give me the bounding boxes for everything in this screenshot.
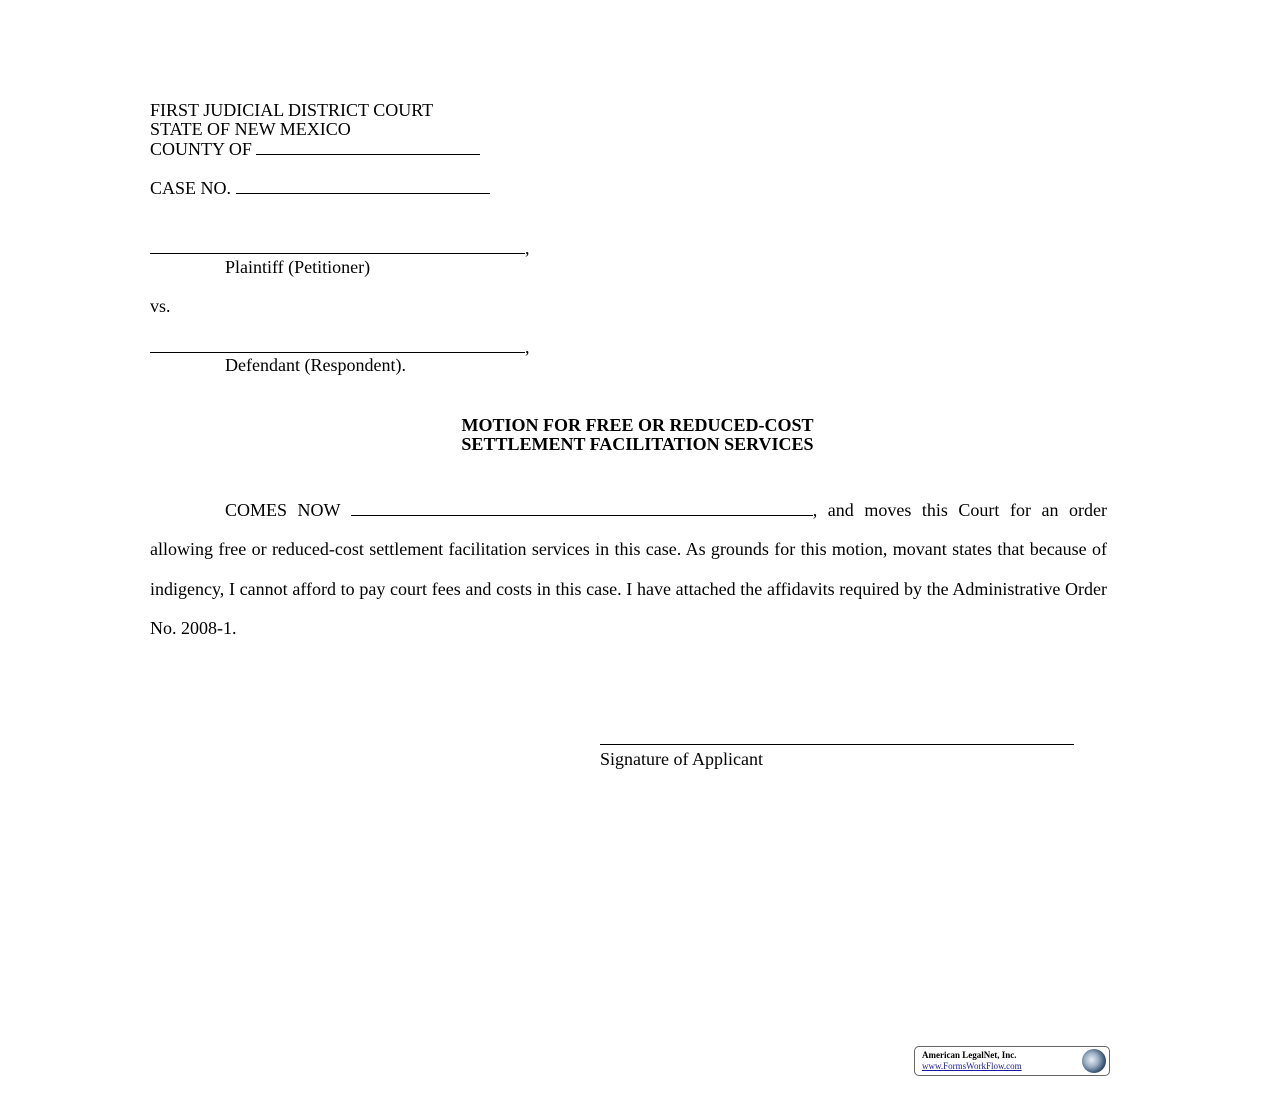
document-title-line1: MOTION FOR FREE OR REDUCED-COST — [461, 415, 814, 435]
case-number-line — [150, 178, 490, 198]
signature-blank[interactable] — [600, 744, 1074, 745]
county-line — [150, 139, 480, 159]
motion-body — [150, 491, 1107, 648]
court-name: FIRST JUDICIAL DISTRICT COURT — [150, 100, 434, 120]
comma: , — [525, 337, 530, 357]
defendant-label: Defendant (Respondent). — [225, 355, 406, 375]
plaintiff-line — [150, 238, 530, 258]
american-legalnet-logo — [914, 1046, 1110, 1076]
globe-icon — [1082, 1049, 1106, 1073]
county-blank[interactable] — [256, 140, 480, 155]
case-number-blank[interactable] — [236, 179, 490, 194]
document-title-line2: SETTLEMENT FACILITATION SERVICES — [461, 434, 814, 454]
case-label: CASE NO. — [150, 178, 232, 198]
defendant-line — [150, 337, 530, 357]
body-lead: COMES NOW — [225, 500, 341, 520]
signature-label: Signature of Applicant — [600, 749, 763, 769]
state-name: STATE OF NEW MEXICO — [150, 119, 351, 139]
county-label: COUNTY OF — [150, 139, 252, 159]
logo-url-link[interactable]: www.FormsWorkFlow.com — [922, 1061, 1022, 1071]
movant-name-blank[interactable] — [351, 501, 813, 516]
logo-company: American LegalNet, Inc. — [922, 1050, 1017, 1060]
comma: , — [525, 238, 530, 258]
plaintiff-label: Plaintiff (Petitioner) — [225, 257, 371, 277]
plaintiff-blank[interactable] — [150, 239, 525, 254]
versus: vs. — [150, 296, 171, 316]
defendant-blank[interactable] — [150, 338, 525, 353]
body-text: , and moves this Court for an order allowing free or reduced-cost settlement facilitation services in this case. As grounds for this motion, movant states that because of indigency, I cannot afford to pay court fees and costs in this case. I have attached the affidavits required by the Administrative Order No. 2008-1. — [150, 500, 1107, 638]
